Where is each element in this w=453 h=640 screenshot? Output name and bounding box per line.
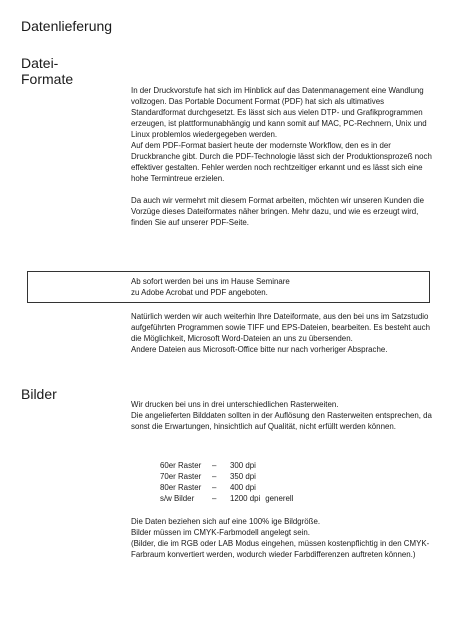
bilder-closing-text (131, 516, 436, 560)
raster-label: 70er Raster (160, 472, 202, 481)
paragraph: Auf dem PDF-Format basiert heute der modernste Workflow, den es in der Druckbranche gibt. Durch die PDF-Technologie lässt sich der Produktionsprozeß noch effektiver gestalten. Fehler werden noch rechtzeitiger erkannt und es lässt sich eine hohe Termintreue erzielen. (131, 141, 432, 183)
raster-label: s/w Bilder (160, 494, 195, 503)
raster-note (260, 460, 293, 471)
paragraph: In der Druckvorstufe hat sich im Hinblick auf das Datenmanagement eine Wandlung vollzogen. Das Portable Document Format (PDF) hat sich als ultimatives Standardformat durchgesetzt. Es lässt sich aus vielen DTP- und Grafikprogrammen erzeugen, ist plattformunabhängig und kann somit auf MAC, PC-Rechnern, Unix und Linux problemlos wiedergegeben werden. (131, 86, 427, 139)
raster-dash: – (212, 461, 217, 470)
paragraph: Die angelieferten Bilddaten sollten in der Auflösung den Rasterweiten entsprechen, da sonst die Erwartungen, hinsichtlich auf Qualität, nicht erfüllt werden können. (131, 411, 432, 431)
table-row (160, 460, 293, 471)
raster-note (260, 482, 293, 493)
section-heading-bilder: Bilder (21, 386, 57, 402)
notice-line: Ab sofort werden bei uns im Hause Seminare (131, 277, 290, 286)
raster-dash: – (212, 483, 217, 492)
raster-table (160, 460, 293, 504)
raster-label: 60er Raster (160, 461, 202, 470)
paragraph: (Bilder, die im RGB oder LAB Modus eingehen, müssen kostenpflichtig in den CMYK-Farbraum konvertiert werden, wodurch wieder Farbdifferenzen auftreten können.) (131, 539, 430, 559)
raster-value: 400 dpi (230, 483, 256, 492)
paragraph: Wir drucken bei uns in drei unterschiedlichen Rasterweiten. (131, 400, 339, 409)
raster-dash: – (212, 472, 217, 481)
seminar-notice-text (131, 276, 426, 298)
raster-dash: – (212, 494, 217, 503)
other-formats-text (131, 311, 436, 355)
raster-note: generell (265, 494, 294, 503)
raster-value: 350 dpi (230, 472, 256, 481)
paragraph: Natürlich werden wir auch weiterhin Ihre Dateiformate, aus den bei uns im Satzstudio aufgeführten Programmen sowie TIFF und EPS-Dateien, bearbeiten. Es besteht auch die Möglichkeit, Microsoft Word-Dateien an uns zu übersenden. (131, 312, 430, 343)
table-row (160, 482, 293, 493)
raster-value: 300 dpi (230, 461, 256, 470)
datei-formate-text (131, 85, 436, 228)
paragraph: Andere Dateien aus Microsoft-Office bitte nur nach vorheriger Absprache. (131, 345, 388, 354)
table-row (160, 493, 293, 504)
raster-label: 80er Raster (160, 483, 202, 492)
page-title: Datenlieferung (21, 18, 113, 34)
table-row (160, 471, 293, 482)
paragraph: Bilder müssen im CMYK-Farbmodell angelegt sein. (131, 528, 310, 537)
bilder-intro-text (131, 399, 436, 432)
paragraph: Da auch wir vermehrt mit diesem Format arbeiten, möchten wir unseren Kunden die Vorzüge dieses Dateiformates näher bringen. Mehr dazu, und wie es erzeugt wird, finden Sie auf unserer PDF-Seite. (131, 196, 424, 227)
raster-value: 1200 dpi (230, 494, 261, 503)
paragraph: Die Daten beziehen sich auf eine 100% ige Bildgröße. (131, 517, 321, 526)
notice-line: zu Adobe Acrobat und PDF angeboten. (131, 288, 268, 297)
raster-note (260, 471, 293, 482)
seminar-notice-box (27, 271, 430, 303)
section-heading-datei-formate: Datei- Formate (21, 55, 74, 87)
